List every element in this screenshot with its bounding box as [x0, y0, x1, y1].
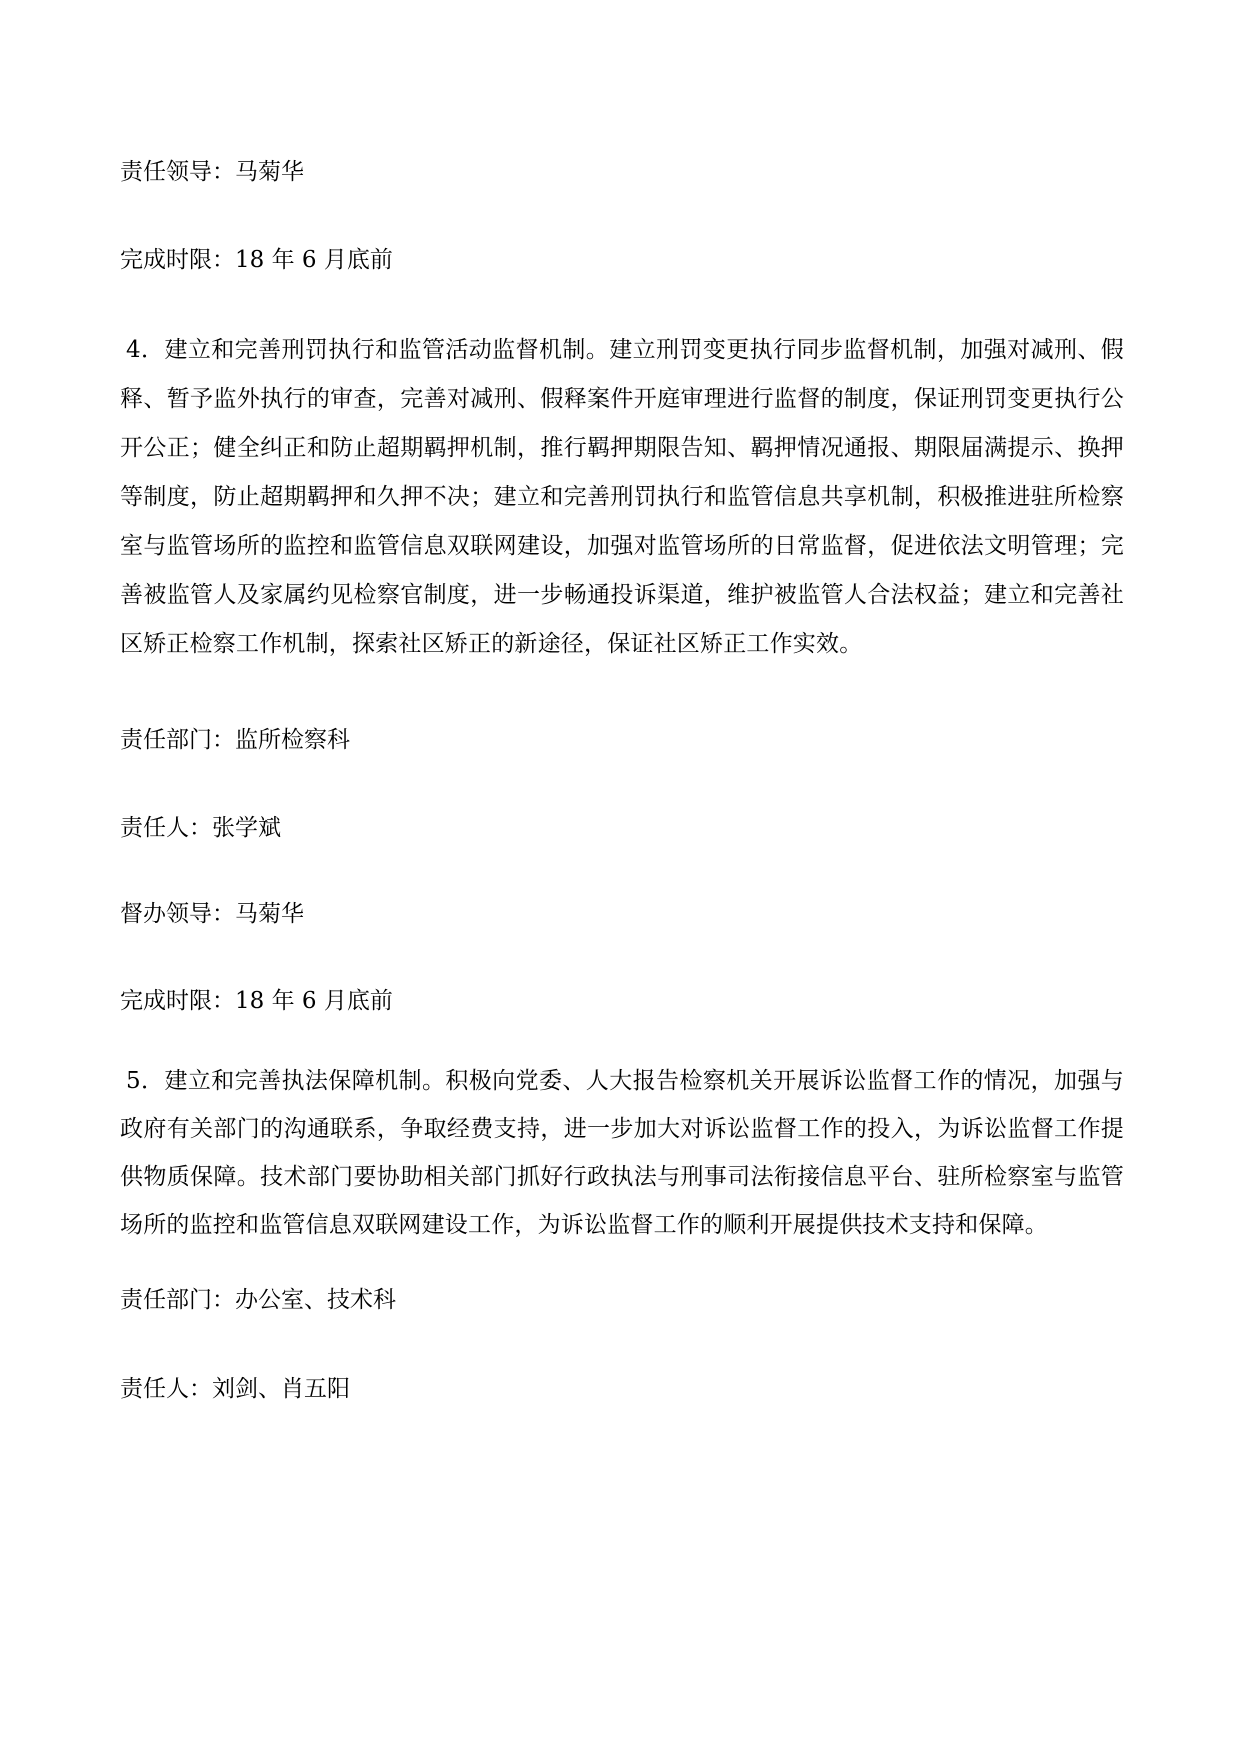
item-5-paragraph: 5．建立和完善执法保障机制。积极向党委、人大报告检察机关开展诉讼监督工作的情况，加强与政府有关部门的沟通联系，争取经费支持，进一步加大对诉讼监督工作的投入，为诉讼监督工作提供物质保障。技术部门要协助相关部门抓好行政执法与刑事司法衔接信息平台、驻所检察室与监管场所的监控和监管信息双联网建设工作，为诉讼监督工作的顺利开展提供技术支持和保障。 [120, 1068, 1124, 1238]
deadline-line: 完成时限：18 年 6 月底前 [120, 247, 393, 273]
deadline-line: 完成时限：18 年 6 月底前 [120, 988, 393, 1014]
responsible-person-line: 责任人：张学斌 [120, 815, 281, 841]
responsible-person-line: 责任人：刘剑、肖五阳 [120, 1376, 350, 1402]
responsible-department-line: 责任部门：监所检察科 [120, 727, 350, 753]
responsible-leader-line: 责任领导：马菊华 [120, 159, 304, 185]
item-4-paragraph: 4．建立和完善刑罚执行和监管活动监督机制。建立刑罚变更执行同步监督机制，加强对减刑、假释、暂予监外执行的审查，完善对减刑、假释案件开庭审理进行监督的制度，保证刑罚变更执行公开公正；健全纠正和防止超期羁押机制，推行羁押期限告知、羁押情况通报、期限届满提示、换押等制度，防止超期羁押和久押不决；建立和完善刑罚执行和监管信息共享机制，积极推进驻所检察室与监管场所的监控和监管信息双联网建设，加强对监管场所的日常监督，促进依法文明管理；完善被监管人及家属约见检察官制度，进一步畅通投诉渠道，维护被监管人合法权益；建立和完善社区矫正检察工作机制，探索社区矫正的新途径，保证社区矫正工作实效。 [120, 337, 1124, 657]
responsible-department-line: 责任部门：办公室、技术科 [120, 1287, 396, 1313]
supervising-leader-line: 督办领导：马菊华 [120, 901, 304, 927]
